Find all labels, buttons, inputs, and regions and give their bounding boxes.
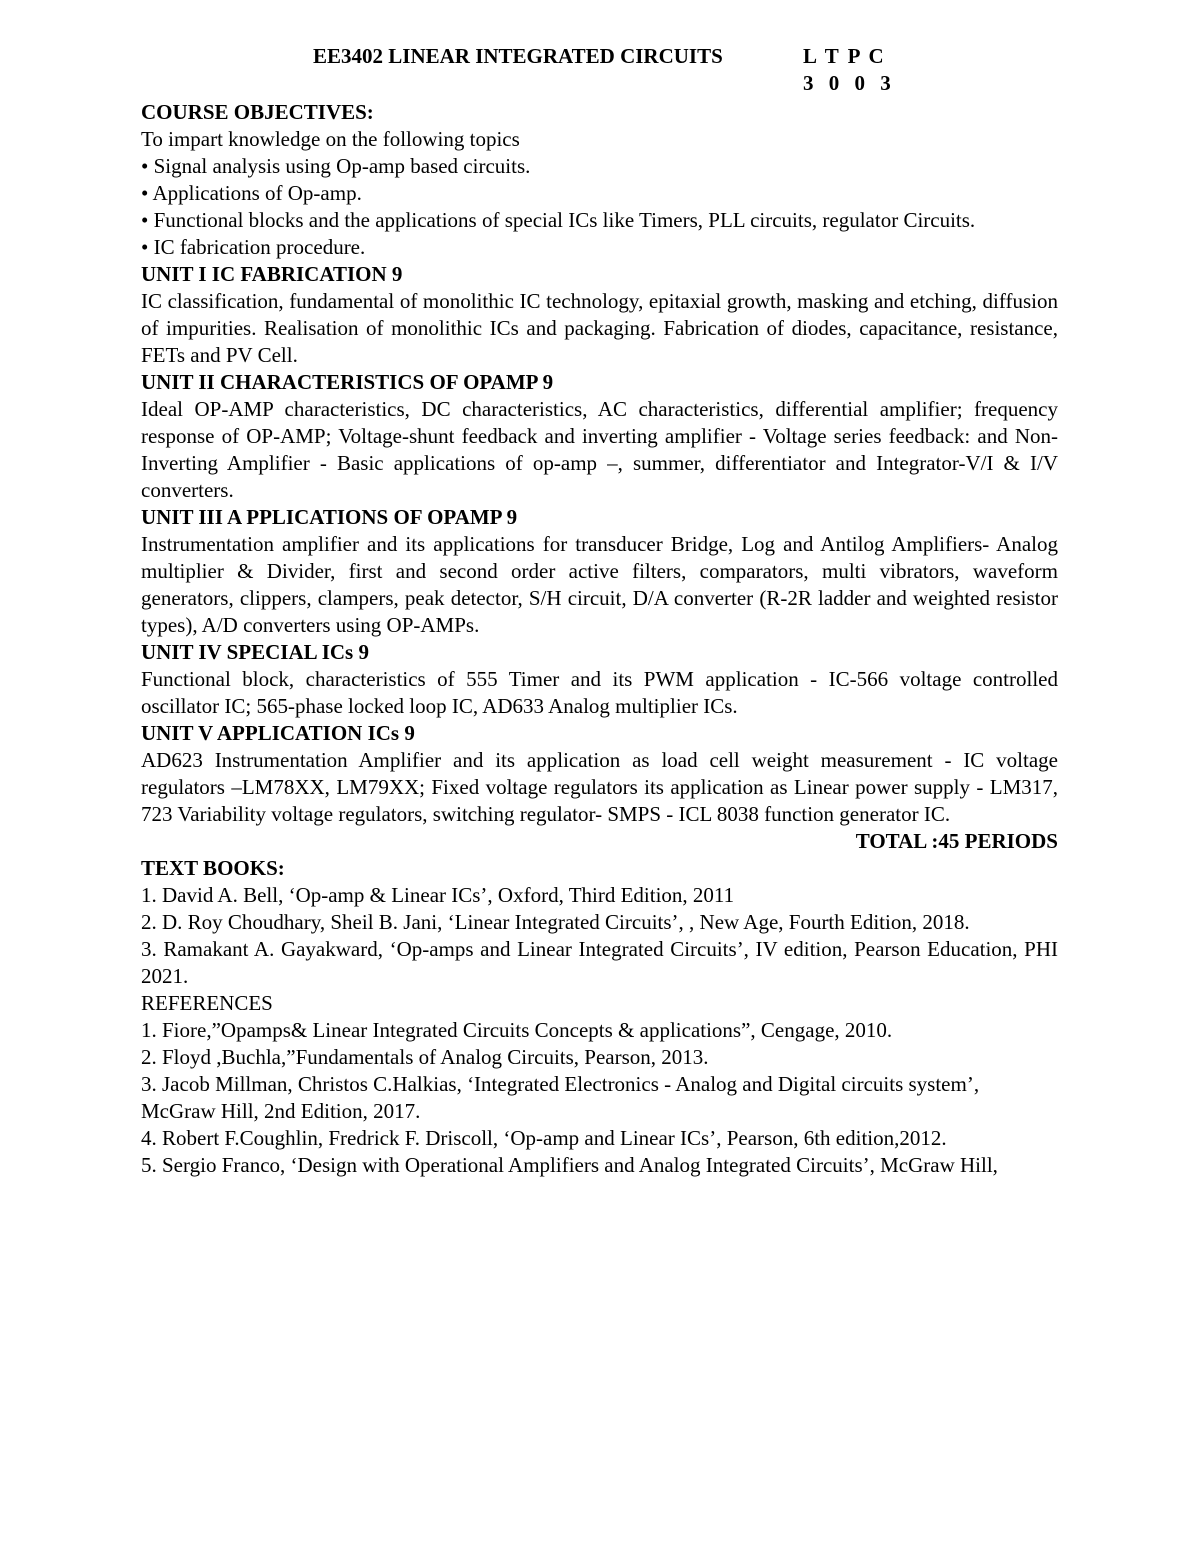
objective-item: • Applications of Op-amp. (141, 181, 362, 205)
objective-item: • Signal analysis using Op-amp based circuits. (141, 154, 531, 178)
syllabus-page (141, 43, 1058, 1179)
ltpc-values: 3 0 0 3 (803, 71, 896, 95)
unit-1-body: IC classification, fundamental of monolithic IC technology, epitaxial growth, masking and etching, diffusion of impurities. Realisation of monolithic ICs and packaging. Fabrication of diodes, capacitance, resistance, FETs and PV Cell. (141, 289, 1058, 367)
objective-item: • Functional blocks and the applications of special ICs like Timers, PLL circuits, regulator Circuits. (141, 208, 976, 232)
course-title-row (141, 43, 1058, 70)
objectives-intro: To impart knowledge on the following topics (141, 127, 520, 151)
unit-4-body: Functional block, characteristics of 555 Timer and its PWM application - IC-566 voltage controlled oscillator IC; 565-phase locked loop IC, AD633 Analog multiplier ICs. (141, 667, 1058, 718)
reference-item: 4. Robert F.Coughlin, Fredrick F. Driscoll, ‘Op-amp and Linear ICs’, Pearson, 6th edition,2012. (141, 1126, 947, 1150)
credits-row (141, 70, 1058, 97)
total-periods: TOTAL :45 PERIODS (855, 829, 1058, 853)
objectives-heading: COURSE OBJECTIVES: (141, 100, 374, 124)
unit-3-body: Instrumentation amplifier and its applications for transducer Bridge, Log and Antilog Amplifiers- Analog multiplier & Divider, first and second order active filters, comparators, multi vibrators, waveform generators, clippers, clampers, peak detector, S/H circuit, D/A converter (R-2R ladder and weighted resistor types), A/D converters using OP-AMPs. (141, 532, 1058, 637)
ltpc-label: L T P C (803, 44, 886, 68)
unit-3-heading: UNIT III A PPLICATIONS OF OPAMP 9 (141, 505, 518, 529)
text-books-heading: TEXT BOOKS: (141, 856, 285, 880)
reference-item: McGraw Hill, 2nd Edition, 2017. (141, 1099, 421, 1123)
unit-5-heading: UNIT V APPLICATION ICs 9 (141, 721, 415, 745)
reference-item: 1. Fiore,”Opamps& Linear Integrated Circuits Concepts & applications”, Cengage, 2010. (141, 1018, 893, 1042)
text-book-item: 1. David A. Bell, ‘Op-amp & Linear ICs’, Oxford, Third Edition, 2011 (141, 883, 735, 907)
reference-item: 5. Sergio Franco, ‘Design with Operational Amplifiers and Analog Integrated Circuits’, McGraw Hill, (141, 1153, 998, 1177)
references-heading: REFERENCES (141, 991, 273, 1015)
unit-1-heading: UNIT I IC FABRICATION 9 (141, 262, 403, 286)
unit-5-body: AD623 Instrumentation Amplifier and its application as load cell weight measurement - IC voltage regulators –LM78XX, LM79XX; Fixed voltage regulators its application as Linear power supply - LM317, 723 Variability voltage regulators, switching regulator- SMPS - ICL 8038 function generator IC. (141, 748, 1058, 826)
text-book-item: 2. D. Roy Choudhary, Sheil B. Jani, ‘Linear Integrated Circuits’, , New Age, Fourth Edition, 2018. (141, 910, 970, 934)
text-book-item: 3. Ramakant A. Gayakward, ‘Op-amps and Linear Integrated Circuits’, IV edition, Pearson Education, PHI 2021. (141, 937, 1058, 988)
unit-2-body: Ideal OP-AMP characteristics, DC characteristics, AC characteristics, differential amplifier; frequency response of OP-AMP; Voltage-shunt feedback and inverting amplifier - Voltage series feedback: and Non-Inverting Amplifier - Basic applications of op-amp –, summer, differentiator and Integrator-V/I & I/V converters. (141, 397, 1058, 502)
unit-2-heading: UNIT II CHARACTERISTICS OF OPAMP 9 (141, 370, 554, 394)
unit-4-heading: UNIT IV SPECIAL ICs 9 (141, 640, 369, 664)
course-title: EE3402 LINEAR INTEGRATED CIRCUITS (313, 44, 723, 68)
reference-item: 2. Floyd ,Buchla,”Fundamentals of Analog Circuits, Pearson, 2013. (141, 1045, 709, 1069)
reference-item: 3. Jacob Millman, Christos C.Halkias, ‘Integrated Electronics - Analog and Digital circuits system’, (141, 1072, 980, 1096)
objective-item: • IC fabrication procedure. (141, 235, 366, 259)
